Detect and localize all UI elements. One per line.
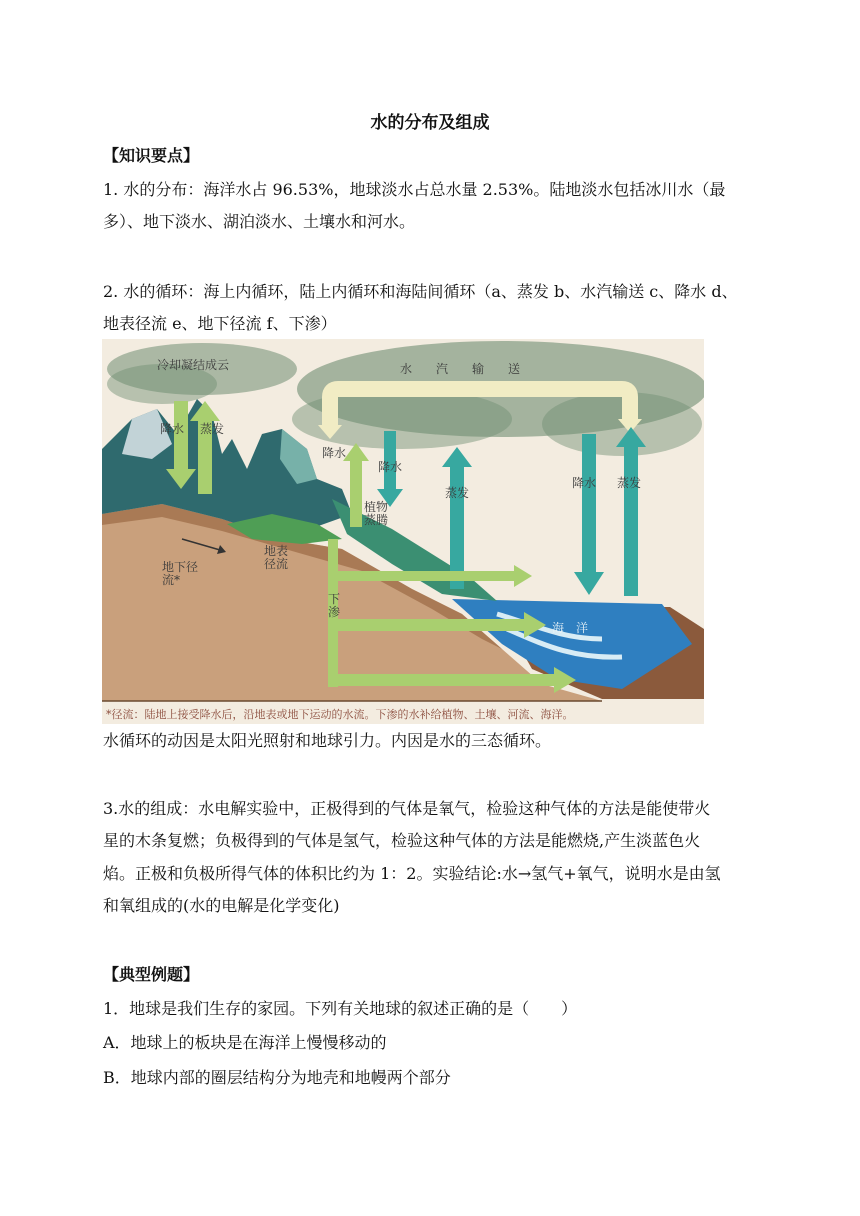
paragraph-1-line-1: 1. 水的分布：海洋水占 96.53%，地球淡水占总水量 2.53%。陆地淡水包括冰川水（最 [103, 180, 726, 199]
precip-ocean-head [574, 572, 604, 595]
surface-runoff-head [514, 565, 532, 587]
surface-runoff-arrow [328, 571, 518, 581]
groundwater-arrow-1 [328, 619, 528, 631]
label-surface-runoff: 地表径流 [264, 544, 289, 571]
evap-mid-arrow [450, 464, 464, 589]
paragraph-2-line-2: 地表径流 e、地下径流 f、下渗） [103, 314, 337, 333]
label-precip-1: 降水 [322, 446, 347, 460]
label-underground-runoff: 地下径流* [162, 560, 199, 587]
page-title: 水的分布及组成 [370, 113, 490, 133]
cycle-cause-text: 水循环的动因是太阳光照射和地球引力。内因是水的三态循环。 [103, 731, 552, 750]
question-1: 1．地球是我们生存的家园。下列有关地球的叙述正确的是（ ） [103, 999, 578, 1018]
groundwater-arrow-2 [328, 674, 558, 686]
precip-ocean-arrow [582, 434, 596, 574]
paragraph-3-line-1: 3.水的组成：水电解实验中，正极得到的气体是氧气，检验这种气体的方法是能使带火 [103, 799, 711, 818]
figure-caption: *径流：陆地上接受降水后，沿地表或地下运动的水流。下渗的水补给植物、土壤、河流、海洋。 [106, 708, 574, 721]
paragraph-2-line-1: 2. 水的循环：海上内循环，陆上内循环和海陆间循环（a、蒸发 b、水汽输送 c、降水 d、 [103, 282, 738, 301]
question-1-option-b: B．地球内部的圈层结构分为地壳和地幔两个部分 [103, 1068, 451, 1087]
paragraph-3-line-4: 和氧组成的(水的电解是化学变化) [103, 896, 340, 915]
label-plant-transpiration: 植物蒸腾 [364, 500, 389, 527]
label-precip-mountain: 降水 [160, 422, 185, 436]
section-heading-examples: 【典型例题】 [103, 965, 200, 984]
question-1-option-a: A．地球上的板块是在海洋上慢慢移动的 [103, 1033, 387, 1052]
evap-ocean-arrow [624, 444, 638, 596]
label-vapor-transport: 水 汽 输 送 [400, 362, 521, 376]
label-cloud: 冷却凝结成云 [157, 358, 230, 372]
label-precip-2: 降水 [378, 460, 403, 474]
paragraph-3-line-3: 焰。正极和负极所得气体的体积比约为 1：2。实验结论:水→氢气+氧气，说明水是由氢 [103, 864, 721, 883]
section-heading-knowledge: 【知识要点】 [103, 146, 200, 165]
evap-mid-head [442, 447, 472, 467]
water-cycle-diagram [102, 339, 704, 724]
water-cycle-illustration [102, 339, 704, 724]
precip-mountain-arrow [174, 401, 188, 471]
label-precip-ocean: 降水 [572, 476, 597, 490]
paragraph-1-line-2: 多）、地下淡水、湖泊淡水、土壤水和河水。 [103, 212, 416, 231]
label-ocean: 海 洋 [552, 621, 589, 635]
label-evap-mountain: 蒸发 [200, 422, 225, 436]
plant-transpiration-arrow [350, 457, 362, 527]
label-evap-mid: 蒸发 [445, 486, 470, 500]
label-evap-ocean: 蒸发 [617, 476, 642, 490]
label-infiltration: 下渗 [328, 592, 341, 619]
paragraph-3-line-2: 星的木条复燃；负极得到的气体是氢气，检验这种气体的方法是能燃烧,产生淡蓝色火 [103, 831, 701, 850]
